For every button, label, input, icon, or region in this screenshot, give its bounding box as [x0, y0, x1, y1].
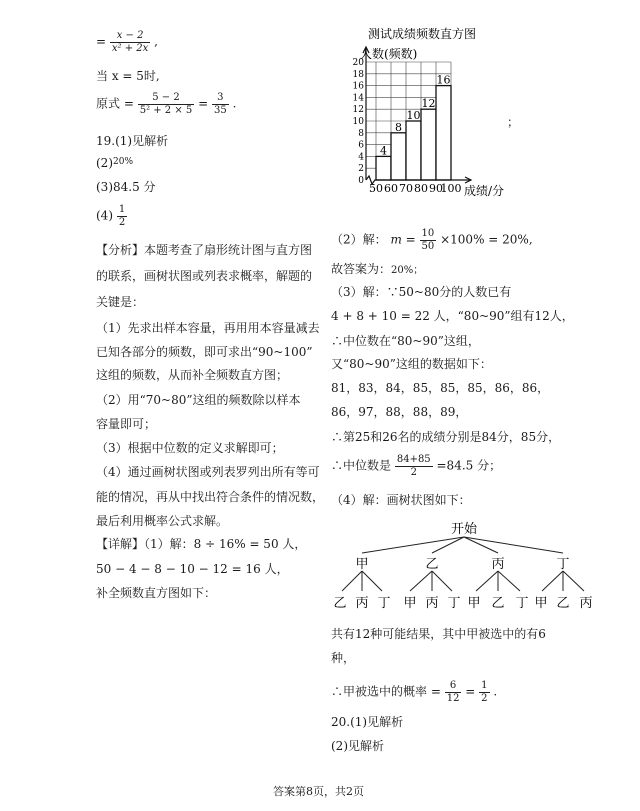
chart-ylabel: 人数(频数)	[360, 47, 418, 61]
tree-node-l2: 丁	[447, 596, 461, 611]
y-tick-label: 12	[352, 105, 364, 116]
bar-value-label: 4	[380, 144, 387, 158]
detail-line-3: 补全频数直方图如下：	[96, 586, 217, 600]
total-outcomes-line: 共有12种可能结果，其中甲被选中的有6	[331, 627, 546, 641]
x-tick-label: 90	[429, 182, 443, 195]
histogram-bar	[391, 133, 406, 180]
y-tick-label: 4	[358, 152, 364, 163]
expression-result: = $\frac{x - 2}{\text{x² + 2x}}$ ,	[96, 30, 158, 54]
tree-node-l2: 甲	[467, 596, 481, 611]
substitute-x-text: 当 x = 5时,	[96, 69, 160, 83]
tree-node-l2: 乙	[333, 596, 347, 611]
histogram-bar	[421, 109, 436, 180]
y-tick-label: 16	[352, 81, 364, 92]
analysis-line: 最后利用概率公式求解。	[96, 514, 229, 528]
tree-node-l2: 甲	[534, 596, 548, 611]
analysis-line: （3）根据中位数的定义求解即可；	[96, 441, 284, 455]
tree-diagram	[330, 515, 600, 615]
analysis-line: 【分析】本题考查了扇形统计图与直方图	[96, 243, 313, 257]
y-tick-label: 14	[352, 93, 364, 104]
solution-2: （2）解： m = $\frac{10}{50}$ ×100% = 20%,	[331, 228, 533, 252]
y-tick-label: 8	[358, 128, 364, 139]
x-tick-label: 50	[369, 182, 383, 195]
solution-3-line: ∴中位数在“80~90”这组，	[331, 334, 480, 348]
bar-value-label: 12	[421, 97, 436, 111]
analysis-line: 关键是：	[96, 295, 145, 309]
tree-node-l1: 丙	[491, 557, 505, 572]
solution-3-line: 又“80~90”这组的数据如下：	[331, 357, 492, 371]
tree-node-l2: 丙	[425, 596, 439, 611]
detail-line-1: 【详解】（1）解：8 ÷ 16% = 50 人，	[96, 537, 307, 551]
analysis-line: （1）先求出样本容量，再用用本容量减去	[96, 321, 320, 335]
analysis-line: 能的情况，再从中找出符合条件的情况数，	[96, 490, 325, 504]
solution-3-line: （3）解：∵50~80分的人数已有	[331, 285, 512, 299]
solution-3-line: 86，97，88，88，89，	[331, 405, 468, 419]
histogram-bar	[376, 156, 391, 180]
analysis-line: 容量即可；	[96, 417, 157, 431]
solution-4-intro: （4）解：画树状图如下：	[331, 493, 471, 507]
x-tick-label: 80	[414, 182, 428, 195]
q19-part2: $(2)^{20\%}$	[96, 156, 134, 170]
bar-value-label: 8	[395, 120, 402, 134]
tree-node-l2: 甲	[403, 596, 417, 611]
tree-node-l2: 丁	[515, 596, 529, 611]
analysis-line: 的联系，画树状图或列表求概率，解题的	[96, 269, 313, 283]
median-formula: ∴中位数是 $\frac{84+85}{2}$ =84.5 分；	[331, 454, 502, 478]
tree-node-l1: 甲	[355, 557, 369, 572]
chart-xlabel: 成绩/分	[464, 184, 505, 198]
tree-node-l1: 乙	[425, 557, 439, 572]
bar-value-label: 16	[436, 73, 451, 87]
tree-node-l2: 丙	[355, 596, 369, 611]
y-tick-label: 10	[352, 117, 364, 127]
frequency-histogram	[330, 20, 530, 200]
tree-node-l1: 丁	[556, 557, 570, 572]
solution-3-line: 81，83，84，85，85，85，86，86，	[331, 381, 550, 395]
tree-node-l2: 丁	[377, 596, 391, 611]
detail-line-2: 50 − 4 − 8 − 10 − 12 = 16 人，	[96, 562, 289, 576]
tree-root: 开始	[450, 522, 478, 537]
probability-formula: ∴甲被选中的概率 = $\frac{6}{12}$ = $\frac{1}{2}$ .	[331, 680, 498, 704]
chart-title: 测试成绩频数直方图	[367, 27, 477, 41]
tree-node-l2: 乙	[556, 596, 570, 611]
chart-tail-mark: ；	[507, 115, 520, 129]
x-tick-label: 100	[440, 182, 462, 195]
tree-node-l2: 乙	[491, 596, 505, 611]
q20-part1: 20.(1)见解析	[331, 715, 404, 729]
solution-3-line: ∴第25和26名的成绩分别是84分，85分，	[331, 430, 561, 444]
original-expression: 原式 = $\frac{5 - 2}{\text{5² + 2 × 5}}$ = $\frac{3}{35}$ .	[96, 92, 237, 116]
analysis-line: 这组的频数，从而补全频数直方图；	[96, 368, 289, 382]
x-tick-label: 60	[384, 182, 398, 195]
q19-part3: (3)84.5 分	[96, 180, 156, 194]
y-tick-label: 20	[352, 58, 364, 68]
analysis-line: 已知各部分的频数，即可求出“90~100”	[96, 345, 313, 359]
analysis-line: （4）通过画树状图或列表罗列出所有等可	[96, 465, 320, 479]
y-tick-label: 6	[358, 140, 364, 151]
y-tick-label: 18	[352, 69, 364, 80]
q20-part2: (2)见解析	[331, 739, 384, 753]
histogram-bar	[436, 86, 451, 180]
x-tick-label: 70	[399, 182, 413, 195]
q19-part4: (4) $\frac{1}{2}$	[96, 204, 126, 228]
bar-value-label: 10	[406, 109, 421, 122]
page-footer: 答案第8页，共2页	[273, 785, 364, 798]
solution-3-line: 4 + 8 + 10 = 22 人，“80~90”组有12人，	[331, 309, 574, 323]
y-tick-label: 2	[358, 164, 364, 175]
solution-2-answer: 故答案为：20%；	[331, 262, 424, 276]
histogram-bar	[406, 121, 421, 180]
q19-part1: 19.(1)见解析	[96, 134, 169, 148]
total-outcomes-line: 种，	[331, 651, 356, 665]
analysis-line: （2）用“70~80”这组的频数除以样本	[96, 393, 301, 407]
origin-label: 0	[358, 176, 364, 186]
tree-node-l2: 丙	[579, 596, 593, 611]
